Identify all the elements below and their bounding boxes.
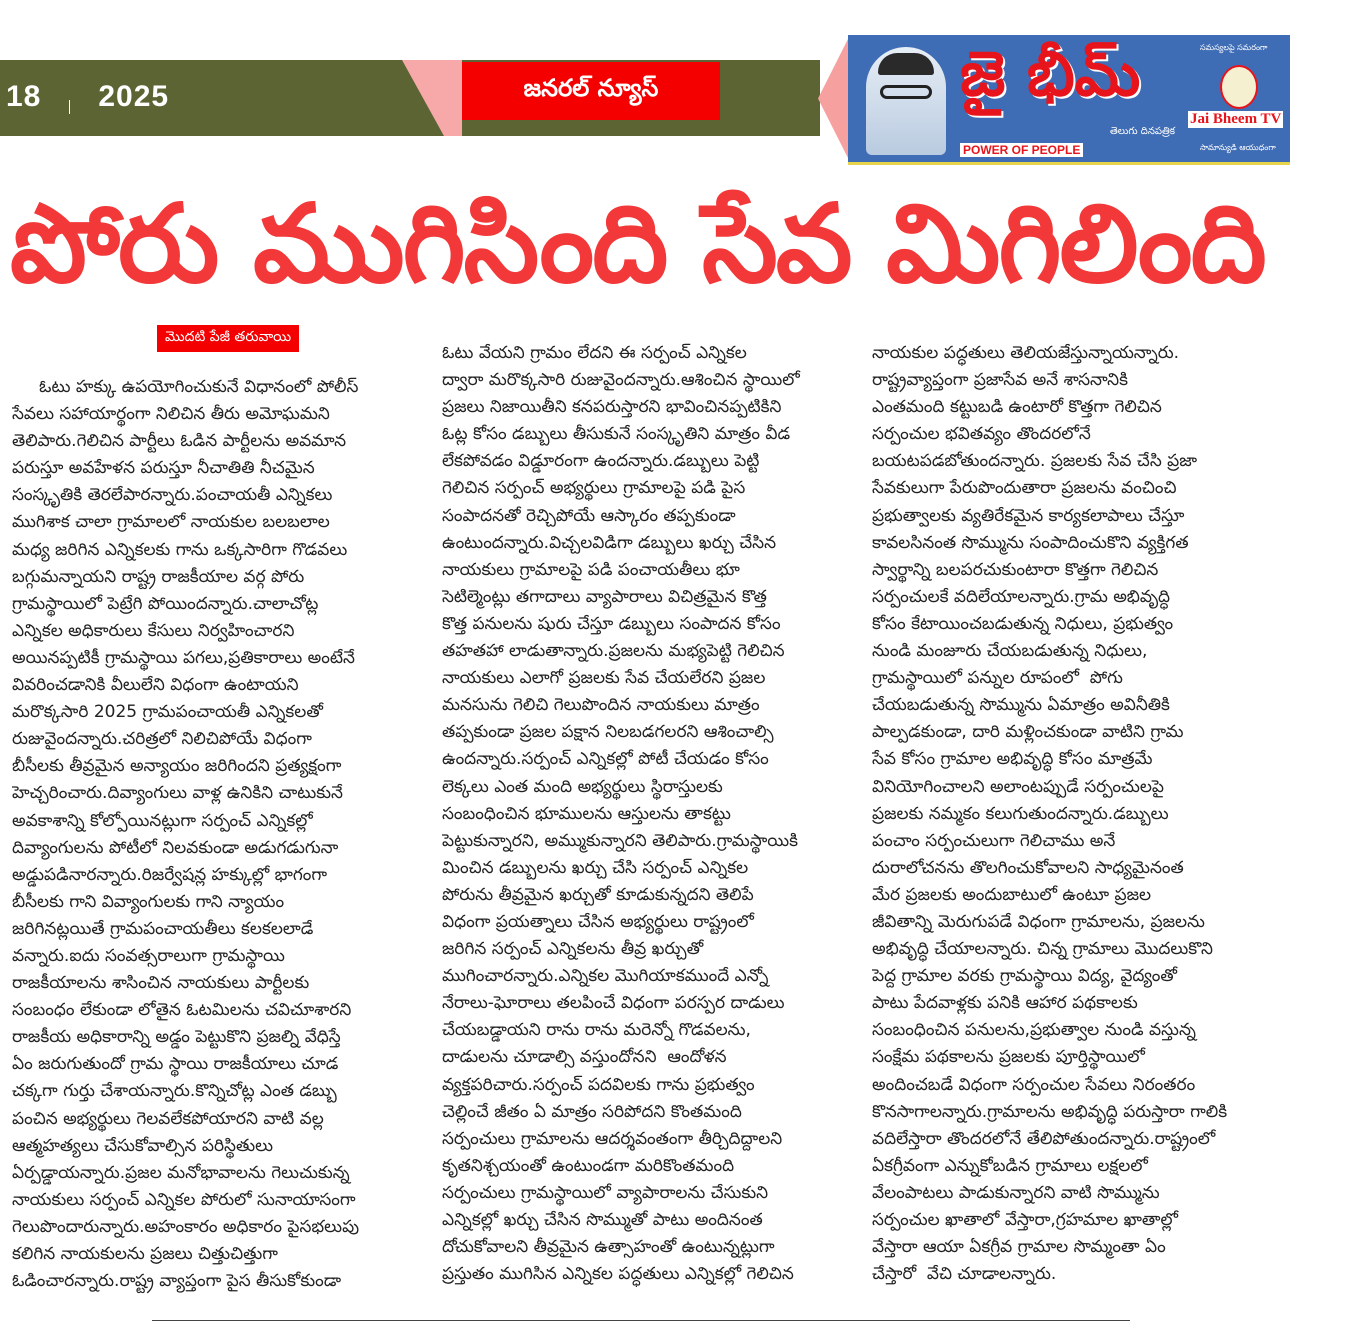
masthead-title: జై భీమ్ xyxy=(960,37,1141,110)
text-line: తహతహా లాడుతాన్నారు.ప్రజలను మభ్యపెట్టి గెలిచిన xyxy=(442,641,785,662)
text-line: పెట్టుకున్నారని, అమ్ముకున్నారని తెలిపారు.గ్రామస్థాయికి xyxy=(442,830,799,851)
portrait-image xyxy=(866,47,946,155)
tv-name: Jai Bheem TV xyxy=(1190,111,1282,127)
text-line: అయినప్పటికీ గ్రామస్థాయి పగలు,ప్రతికారాలు అంటేనే xyxy=(12,647,355,668)
text-line: మేర ప్రజలకు అందుబాటులో ఉంటూ ప్రజల xyxy=(872,884,1152,905)
logo-wedge xyxy=(818,35,850,162)
text-line: చేయబడుతున్న సొమ్మును ఏమాత్రం అవినీతికి xyxy=(872,695,1170,716)
text-line: విధంగా ప్రయత్నాలు చేసిన అభ్యర్థులు రాష్ట్రంలో xyxy=(442,911,754,932)
section-label: జనరల్ న్యూస్ xyxy=(462,62,720,120)
bottom-rule xyxy=(152,1320,1130,1321)
text-line: ఓటు హక్కు ఉపయోగించుకునే విధానంలో పోలీస్ xyxy=(12,377,359,397)
masthead-subtitle: తెలుగు దినపత్రిక xyxy=(1110,126,1176,137)
text-line: కలిగిన నాయకులను ప్రజలు చిత్తుచిత్తుగా xyxy=(12,1244,278,1264)
text-line: సంక్షేమ పథకాలను ప్రజలకు పూర్తిస్థాయిలో xyxy=(872,1047,1145,1068)
date-separator xyxy=(69,100,70,114)
text-line: ఎన్నికల్లో ఖర్చు చేసిన సొమ్ముతో పాటు అందినంత xyxy=(442,1210,763,1230)
text-line: వివరించడానికి వీలులేని విధంగా ఉంటాయని xyxy=(12,675,299,696)
text-line: రాష్ట్రవ్యాప్తంగా ప్రజాసేవ అనే శాసనానికి xyxy=(872,370,1128,391)
text-line: పంచాం సర్పంచులుగా గెలిచాము అనే xyxy=(872,830,1116,851)
tv-emblem-icon xyxy=(1220,65,1258,109)
text-line: ప్రజలు నిజాయితీని కనపరుస్తారని భావించినప్పటికిని xyxy=(442,397,782,418)
text-line: ఓట్ల కోసం డబ్బులు తీసుకునే సంస్కృతిని మాత్రం వీడ xyxy=(442,424,791,445)
text-line: ఏర్పడ్డాయన్నారు.ప్రజల మనోభావాలను గెలుచుకున్న xyxy=(12,1162,350,1183)
text-line: ఏం జరుగుతుందో గ్రామ స్థాయి రాజకీయాలు చూడ xyxy=(12,1054,339,1075)
article-column-3 xyxy=(872,340,1282,1288)
text-line: ఉందన్నారు.సర్పంచ్ ఎన్నికల్లో పోటీ చేయడం కోసం xyxy=(442,749,769,770)
text-line: వేస్తారా ఆయా ఏకగ్రీవ గ్రామాల సొమ్మంతా ఏం xyxy=(872,1237,1166,1258)
text-line: హెచ్చరించారు.దివ్యాంగులు వాళ్ల ఉనికిని చాటుకునే xyxy=(12,783,343,804)
newspaper-logo xyxy=(848,35,1290,165)
text-line: తప్పకుండా ప్రజల పక్షాన నిలబడగలరని ఆశించాల్సి xyxy=(442,722,774,743)
date-day: 18 xyxy=(6,80,42,113)
text-line: మనసును గెలిచి గెలుపొందిన నాయకులు మాత్రం xyxy=(442,695,760,716)
text-line: సర్పంచుల భవితవ్యం తొందరలోనే xyxy=(872,424,1091,445)
text-line: గెలుపొందారున్నారు.అహంకారం అధికారం పైసభలుపు xyxy=(12,1216,360,1237)
text-line: దాడులను చూడాల్సి వస్తుందోనని ఆందోళన xyxy=(442,1047,727,1068)
text-line: ఏకగ్రీవంగా ఎన్నుకోబడిన గ్రామాలు లక్షలలో xyxy=(872,1155,1148,1176)
text-line: పాటు పేదవాళ్లకు పనికి ఆహార పథకాలకు xyxy=(872,993,1138,1014)
tv-slogan-bottom: సామాన్యుడి ఆయుధంగా xyxy=(1200,143,1276,152)
text-line: నేరాలు-ఘోరాలు తలపించే విధంగా పరస్పర దాడులు xyxy=(442,993,785,1014)
text-line: సంబంధించిన భూములను ఆస్తులను తాకట్టు xyxy=(442,803,731,824)
text-line: ప్రభుత్వాలకు వ్యతిరేకమైన కార్యకలాపాలు చేస్తూ xyxy=(872,505,1185,526)
text-line: రాజకీయాలను శాసించిన నాయకులు పార్టీలకు xyxy=(12,973,310,994)
text-line: ఎంతమంది కట్టుబడి ఉంటారో కొత్తగా గెలిచిన xyxy=(872,397,1162,418)
text-line: చెల్లించే జీతం ఏ మాత్రం సరిపోదని కొంతమంది xyxy=(442,1101,742,1122)
text-line: సర్పంచుల ఖాతాలో వేస్తారా,గ్రహమాల ఖాతాల్లో xyxy=(872,1210,1179,1230)
text-line: వేలంపాటలు పాడుకున్నారని వాటి సొమ్మును xyxy=(872,1182,1160,1203)
text-line: సేవ కోసం గ్రామాల అభివృద్ధి కోసం మాత్రమే xyxy=(872,749,1153,770)
text-line: సర్పంచులు గ్రామస్థాయిలో వ్యాపారాలను చేసుకుని xyxy=(442,1182,769,1203)
text-line: లేకపోవడం విడ్డూరంగా ఉందన్నారు.డబ్బులు పెట్టి xyxy=(442,451,760,472)
masthead-tagline: POWER OF PEOPLE xyxy=(960,143,1083,157)
text-line: బీసీలకు తీవ్రమైన అన్యాయం జరిగిందని ప్రత్యక్షంగా xyxy=(12,756,342,777)
continued-tag: మొదటి పేజీ తరువాయి xyxy=(157,325,299,352)
text-line: కొత్త పనులను షురు చేస్తూ డబ్బులు సంపాదన కోసం xyxy=(442,613,781,634)
text-line: సేవలు సహాయార్థంగా నిలిచిన తీరు అమోఘమని xyxy=(12,404,330,425)
text-line: వదిలేస్తారా తొందరలోనే తేలిపోతుందన్నారు.రాష్ట్రంలో xyxy=(872,1128,1216,1149)
text-line: స్వార్థాన్ని బలపరచుకుంటారా కొత్తగా గెలిచిన xyxy=(872,559,1159,580)
text-line: వన్నారు.ఐదు సంవత్సరాలుగా గ్రామస్థాయి xyxy=(12,945,285,966)
text-line: దురాలోచనను తొలగించుకోవాలని సాధ్యమైనంత xyxy=(872,857,1184,878)
text-line: పంచిన అభ్యర్థులు గెలవలేకపోయారని వాటి వల్ల xyxy=(12,1108,324,1129)
text-line: చేస్తారో వేచి చూడాలన్నారు. xyxy=(872,1264,1057,1285)
text-line: అడ్డుపడినారన్నారు.రిజర్వేషన్ల హక్కుల్లో భాగంగా xyxy=(12,864,328,885)
text-line: లెక్కలు ఎంత మంది అభ్యర్థులు స్థిరాస్తులకు xyxy=(442,776,723,797)
text-line: అందించబడే విధంగా సర్పంచుల సేవలు నిరంతరం xyxy=(872,1074,1196,1095)
article-column-2 xyxy=(442,340,847,1288)
text-line: ముగించారన్నారు.ఎన్నికల మొగియాకముందే ఎన్నో xyxy=(442,966,769,987)
text-line: సంబంధించిన పనులను,ప్రభుత్వాల నుండి వస్తున్న xyxy=(872,1020,1196,1041)
text-line: ఓడించారన్నారు.రాష్ట్ర వ్యాప్తంగా పైస తీసుకోకుండా xyxy=(12,1271,342,1292)
text-line: గ్రామస్థాయిలో పన్నుల రూపంలో పోగు xyxy=(872,668,1123,689)
text-line: పెద్ద గ్రామాల వరకు గ్రామస్థాయి విద్య, వైద్యంతో xyxy=(872,966,1177,987)
text-line: అవకాశాన్ని కోల్పోయినట్లుగా సర్పంచ్ ఎన్నికల్లో xyxy=(12,810,313,831)
text-line: నాయకులు గ్రామాలపై పడి పంచాయతీలు భూ xyxy=(442,559,740,580)
text-line: మరొక్కసారి 2025 గ్రామపంచాయతీ ఎన్నికలతో xyxy=(12,702,323,723)
text-line: దివ్యాంగులను పోటీలో నిలవకుండా అడుగడుగునా xyxy=(12,837,339,858)
text-line: వినియోగించాలని అలాంటప్పుడే సర్పంచులపై xyxy=(872,776,1164,797)
text-line: ఓటు వేయని గ్రామం లేదని ఈ సర్పంచ్ ఎన్నికల xyxy=(442,343,747,363)
text-line: సంపాదనతో రెచ్చిపోయే ఆస్కారం తప్పకుండా xyxy=(442,505,736,526)
text-line: సంస్కృతికి తెరలేపారన్నారు.పంచాయతీ ఎన్నికలు xyxy=(12,485,333,506)
text-line: అభివృద్ధి చేయాలన్నారు. చిన్న గ్రామాలు మొదలుకొని xyxy=(872,939,1213,960)
text-line: బీసీలకు గాని వివ్యాంగులకు గాని న్యాయం xyxy=(12,891,285,912)
text-line: గ్రామస్థాయిలో పెట్రేగి పోయిందన్నారు.చాలాచోట్ల xyxy=(12,593,319,614)
text-line: పోరును తీవ్రమైన ఖర్చుతో కూడుకున్నదని తెలిపే xyxy=(442,884,754,905)
text-line: చేయబడ్డాయని రాను రాను మరెన్నో గొడవలను, xyxy=(442,1020,751,1041)
date-year: 2025 xyxy=(98,80,170,113)
text-line: ద్వారా మరొక్కసారి రుజువైందన్నారు.ఆశించిన స్థాయిలో xyxy=(442,370,800,391)
text-line: సర్పంచులు గ్రామాలను ఆదర్శవంతంగా తీర్చిదిద్దాలని xyxy=(442,1128,783,1149)
text-line: కృతనిశ్చయంతో ఉంటుండగా మరికొంతమంది xyxy=(442,1155,735,1176)
text-line: నాయకులు ఎలాగో ప్రజలకు సేవ చేయలేరని ప్రజల xyxy=(442,668,766,689)
article-column-1 xyxy=(12,374,412,1295)
text-line: ఉంటుందన్నారు.విచ్చలవిడిగా డబ్బులు ఖర్చు చేసిన xyxy=(442,532,777,553)
text-line: చక్కగా గుర్తు చేశాయన్నారు.కొన్నిచోట్ల ఎంత డబ్బు xyxy=(12,1081,337,1102)
text-line: ప్రజలకు నమ్మకం కలుగుతుందన్నారు.డబ్బులు xyxy=(872,803,1169,824)
text-line: జరిగిన సర్పంచ్ ఎన్నికలను తీవ్ర ఖర్చుతో xyxy=(442,939,704,960)
text-line: ఆత్మహత్యలు చేసుకోవాల్సిన పరిస్థితులు xyxy=(12,1135,274,1156)
text-line: కొనసాగాలన్నారు.గ్రామాలను అభివృద్ధి పరుస్తారా గాలికి xyxy=(872,1101,1228,1122)
text-line: రాజకీయ అధికారాన్ని అడ్డం పెట్టుకొని ప్రజల్ని వేధిస్తే xyxy=(12,1027,341,1048)
text-line: సేవకులుగా పేరుపొందుతారా ప్రజలను వంచించి xyxy=(872,478,1177,499)
text-line: ఎన్నికల అధికారులు కేసులు నిర్వహించారని xyxy=(12,620,295,641)
text-line: మించిన డబ్బులను ఖర్చు చేసి సర్పంచ్ ఎన్నికల xyxy=(442,857,749,878)
issue-date xyxy=(6,80,169,114)
text-line: కావలసినంత సొమ్మును సంపాదించుకొని వ్యక్తిగత xyxy=(872,532,1189,553)
text-line: బయటపడబోతుందన్నారు. ప్రజలకు సేవ చేసి ప్రజా xyxy=(872,451,1198,472)
text-line: రుజువైందన్నారు.చరిత్రలో నిలిచిపోయే విధంగా xyxy=(12,729,312,750)
text-line: నుండి మంజూరు చేయబడుతున్న నిధులు, xyxy=(872,641,1148,662)
text-line: నాయకుల పద్ధతులు తెలియజేస్తున్నాయన్నారు. xyxy=(872,343,1180,363)
text-line: సెటిల్మెంట్లు తగాదాలు వ్యాపారాలు విచిత్రమైన కొత్త xyxy=(442,586,767,607)
text-line: పరుస్తూ అవహేళన పరుస్తూ నీచాతితి నీచమైన xyxy=(12,458,315,479)
text-line: పాల్పడకుండా, దారి మళ్లించకుండా వాటిని గ్రామ xyxy=(872,722,1184,743)
article-headline: పోరు ముగిసింది సేవ మిగిలింది xyxy=(10,182,1265,307)
text-line: జరిగినట్లయితే గ్రామపంచాయతీలు కలకలలాడే xyxy=(12,918,314,939)
text-line: ముగిశాక చాలా గ్రామాలలో నాయకుల బలబలాల xyxy=(12,512,330,533)
tv-slogan-top: సమస్యలపై సమరంగా xyxy=(1200,43,1268,52)
text-line: వ్యక్తపరిచారు.సర్పంచ్ పదవిలకు గాను ప్రభుత్వం xyxy=(442,1074,755,1095)
text-line: సంబంధం లేకుండా లోతైన ఓటమిలను చవిచూశారని xyxy=(12,1000,352,1021)
text-line: గెలిచిన సర్పంచ్ అభ్యర్థులు గ్రామాలపై పడి పైస xyxy=(442,478,746,499)
text-line: జీవితాన్ని మెరుగుపడే విధంగా గ్రామాలను, ప్రజలను xyxy=(872,911,1205,932)
text-line: దోచుకోవాలని తీవ్రమైన ఉత్సాహంతో ఉంటున్నట్లుగా xyxy=(442,1237,775,1258)
text-line: నాయకులు సర్పంచ్ ఎన్నికల పోరులో సునాయాసంగా xyxy=(12,1189,356,1210)
text-line: బగ్గుమన్నాయని రాష్ట్ర రాజకీయాల వర్గ పోరు xyxy=(12,566,305,587)
text-line: కోసం కేటాయించబడుతున్న నిధులు, ప్రభుత్వం xyxy=(872,613,1174,634)
text-line: తెలిపారు.గెలిచిన పార్టీలు ఓడిన పార్టీలను అవమాన xyxy=(12,431,347,452)
text-line: మధ్య జరిగిన ఎన్నికలకు గాను ఒక్కసారిగా గొడవలు xyxy=(12,539,348,560)
text-line: ప్రస్తుతం ముగిసిన ఎన్నికల పద్ధతులు ఎన్నికల్లో గెలిచిన xyxy=(442,1264,794,1285)
text-line: సర్పంచులకే వదిలేయాలన్నారు.గ్రామ అభివృద్ధి xyxy=(872,586,1171,607)
